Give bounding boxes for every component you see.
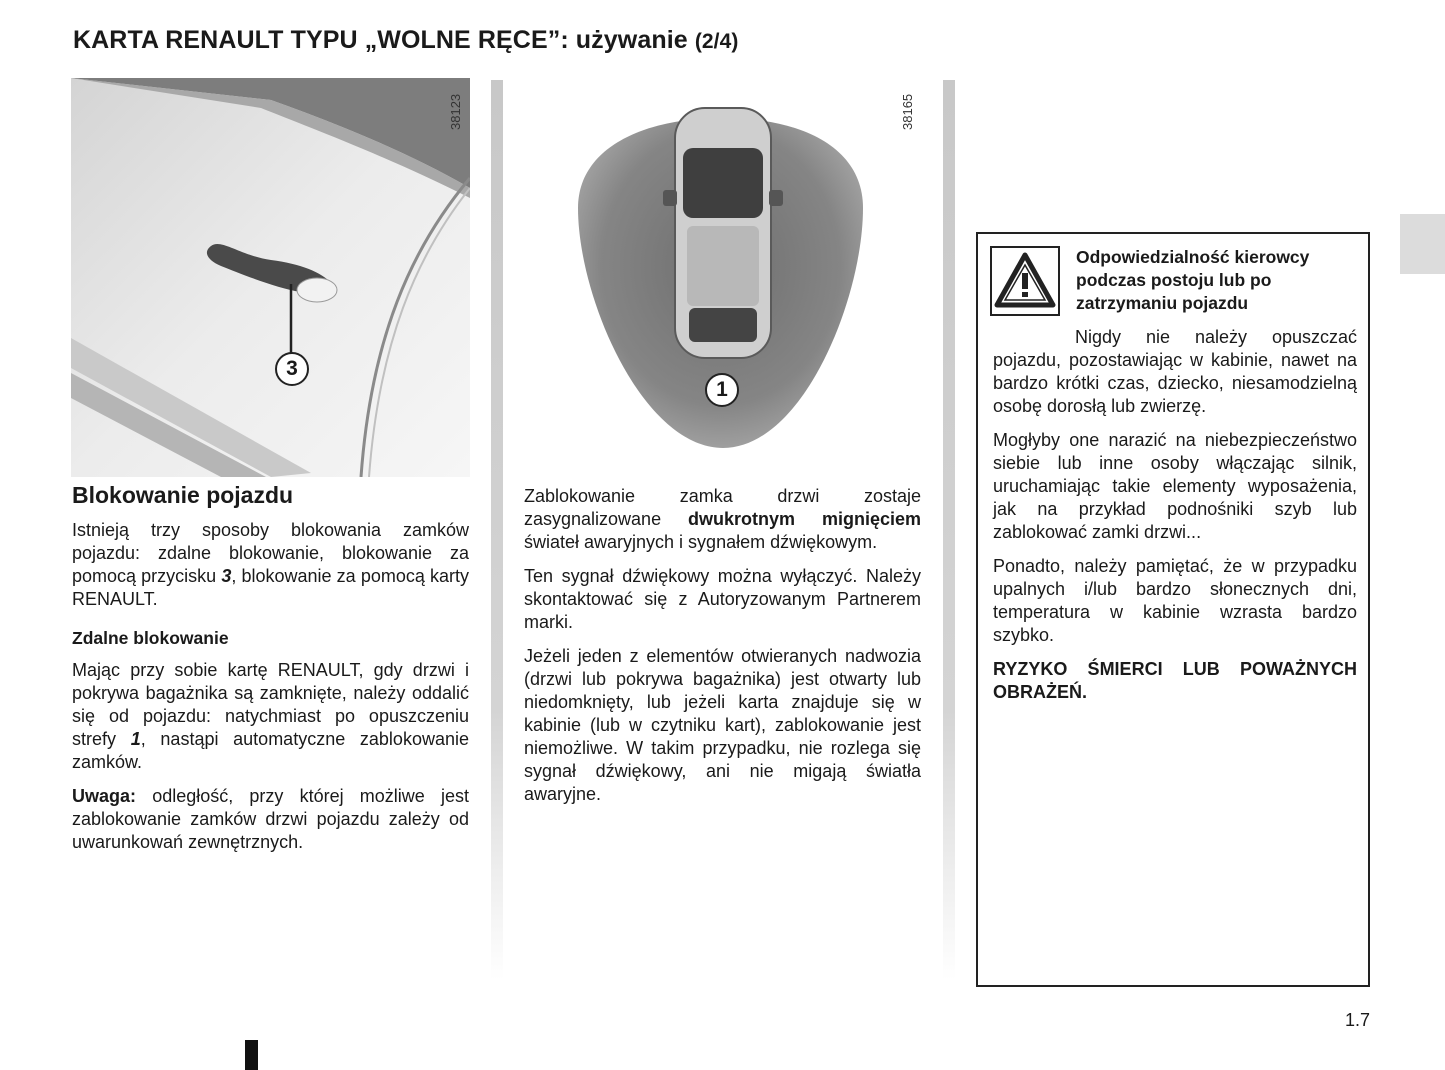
door-handle-drawing bbox=[71, 78, 470, 477]
signal-text-b: świateł awaryjnych i sygnałem dźwiękowym. bbox=[524, 532, 878, 552]
page-title bbox=[73, 26, 739, 55]
warning-triangle-icon bbox=[990, 246, 1060, 316]
warning-box bbox=[976, 232, 1370, 987]
section-tab bbox=[1400, 214, 1445, 274]
warning-heading: Odpowiedzialność kierowcy podczas postoju lub po zatrzymaniu pojazdu bbox=[1076, 247, 1310, 313]
car-zone-illustration bbox=[503, 78, 943, 478]
note-label: Uwaga: bbox=[72, 786, 137, 806]
page-title-text: KARTA RENAULT TYPU „WOLNE RĘCE”: używanie bbox=[73, 26, 688, 54]
section-heading: Blokowanie pojazdu bbox=[72, 482, 294, 508]
failure-paragraph: Jeżeli jeden z elementów otwieranych nadwozia (drzwi lub pokrywa bagażnika) jest otwarty lub niedomknięty, lub jeżeli karta znajduje się w kabinie (lub w czytniku kart), zablokowanie jest niemożliwe. W takim przypadku, nie rozlega się sygnał dźwiękowy, ani nie migają światła awaryjne. bbox=[524, 646, 921, 804]
door-handle-illustration bbox=[71, 78, 470, 477]
warning-paragraph: Ponadto, należy pamiętać, że w przypadku upalnych i/lub bardzo słonecznych dni, temperatura w kabinie wzrasta bardzo szybko. bbox=[993, 556, 1357, 645]
column-divider-left bbox=[491, 80, 503, 980]
callout-3: 3 bbox=[275, 352, 309, 386]
intro-paragraph bbox=[72, 519, 469, 611]
subsection-heading: Zdalne blokowanie bbox=[72, 628, 229, 648]
column-divider-right bbox=[943, 80, 955, 980]
zone-reference: 1 bbox=[130, 729, 141, 749]
button-reference: 3 bbox=[221, 566, 232, 586]
sound-paragraph: Ten sygnał dźwiękowy można wyłączyć. Należy skontaktować się z Autoryzowanym Partnerem marki. bbox=[524, 566, 921, 632]
figure-ref-number: 38123 bbox=[448, 93, 463, 130]
warning-triangle-icon-svg bbox=[992, 248, 1058, 314]
signal-emphasis: dwukrotnym mignięciem bbox=[688, 509, 921, 529]
left-column bbox=[72, 484, 469, 865]
middle-column bbox=[524, 485, 921, 817]
warning-risk-statement: RYZYKO ŚMIERCI LUB POWAŻNYCH OBRAŻEŃ. bbox=[993, 659, 1357, 702]
remote-locking-paragraph bbox=[72, 659, 469, 774]
signal-paragraph bbox=[524, 485, 921, 554]
note-paragraph bbox=[72, 785, 469, 854]
page-number: 1.7 bbox=[1345, 1010, 1371, 1030]
car-zone-drawing bbox=[503, 78, 943, 478]
note-text: odległość, przy której możliwe jest zablokowanie zamków drzwi pojazdu zależy od uwarunkowań zewnętrznych. bbox=[72, 786, 469, 852]
signal-text-a: Zablokowanie zamka drzwi zostaje zasygnalizowane bbox=[524, 486, 921, 529]
intro-text-b: , blokowanie za pomocą karty RENAULT. bbox=[72, 566, 469, 609]
remote-text-a: Mając przy sobie kartę RENAULT, gdy drzwi i pokrywa bagażnika są zamknięte, należy oddalić się od pojazdu: natychmiast po opuszczeniu strefy bbox=[72, 660, 469, 749]
intro-text-a: Istnieją trzy sposoby blokowania zamków pojazdu: zdalne blokowanie, blokowanie za pomocą przycisku bbox=[72, 520, 469, 586]
page-title-part: (2/4) bbox=[694, 30, 739, 53]
warning-paragraph: Mogłyby one narazić na niebezpieczeństwo siebie lub inne osoby włączając silnik, uruchamiając takie elementy wyposażenia, jak na przykład podnośniki szyb lub zablokować zamki drzwi... bbox=[993, 430, 1357, 542]
callout-1: 1 bbox=[705, 373, 739, 407]
edge-marker bbox=[245, 1040, 258, 1070]
remote-text-b: , nastąpi automatyczne zablokowanie zamków. bbox=[72, 729, 469, 772]
warning-body bbox=[993, 326, 1357, 715]
warning-paragraph: Nigdy nie należy opuszczać pojazdu, pozostawiając w kabinie, nawet na bardzo krótki czas, dziecko, niesamodzielną osobę dorosłą lub zwierzę. bbox=[993, 327, 1357, 416]
figure-ref-number: 38165 bbox=[900, 93, 915, 130]
